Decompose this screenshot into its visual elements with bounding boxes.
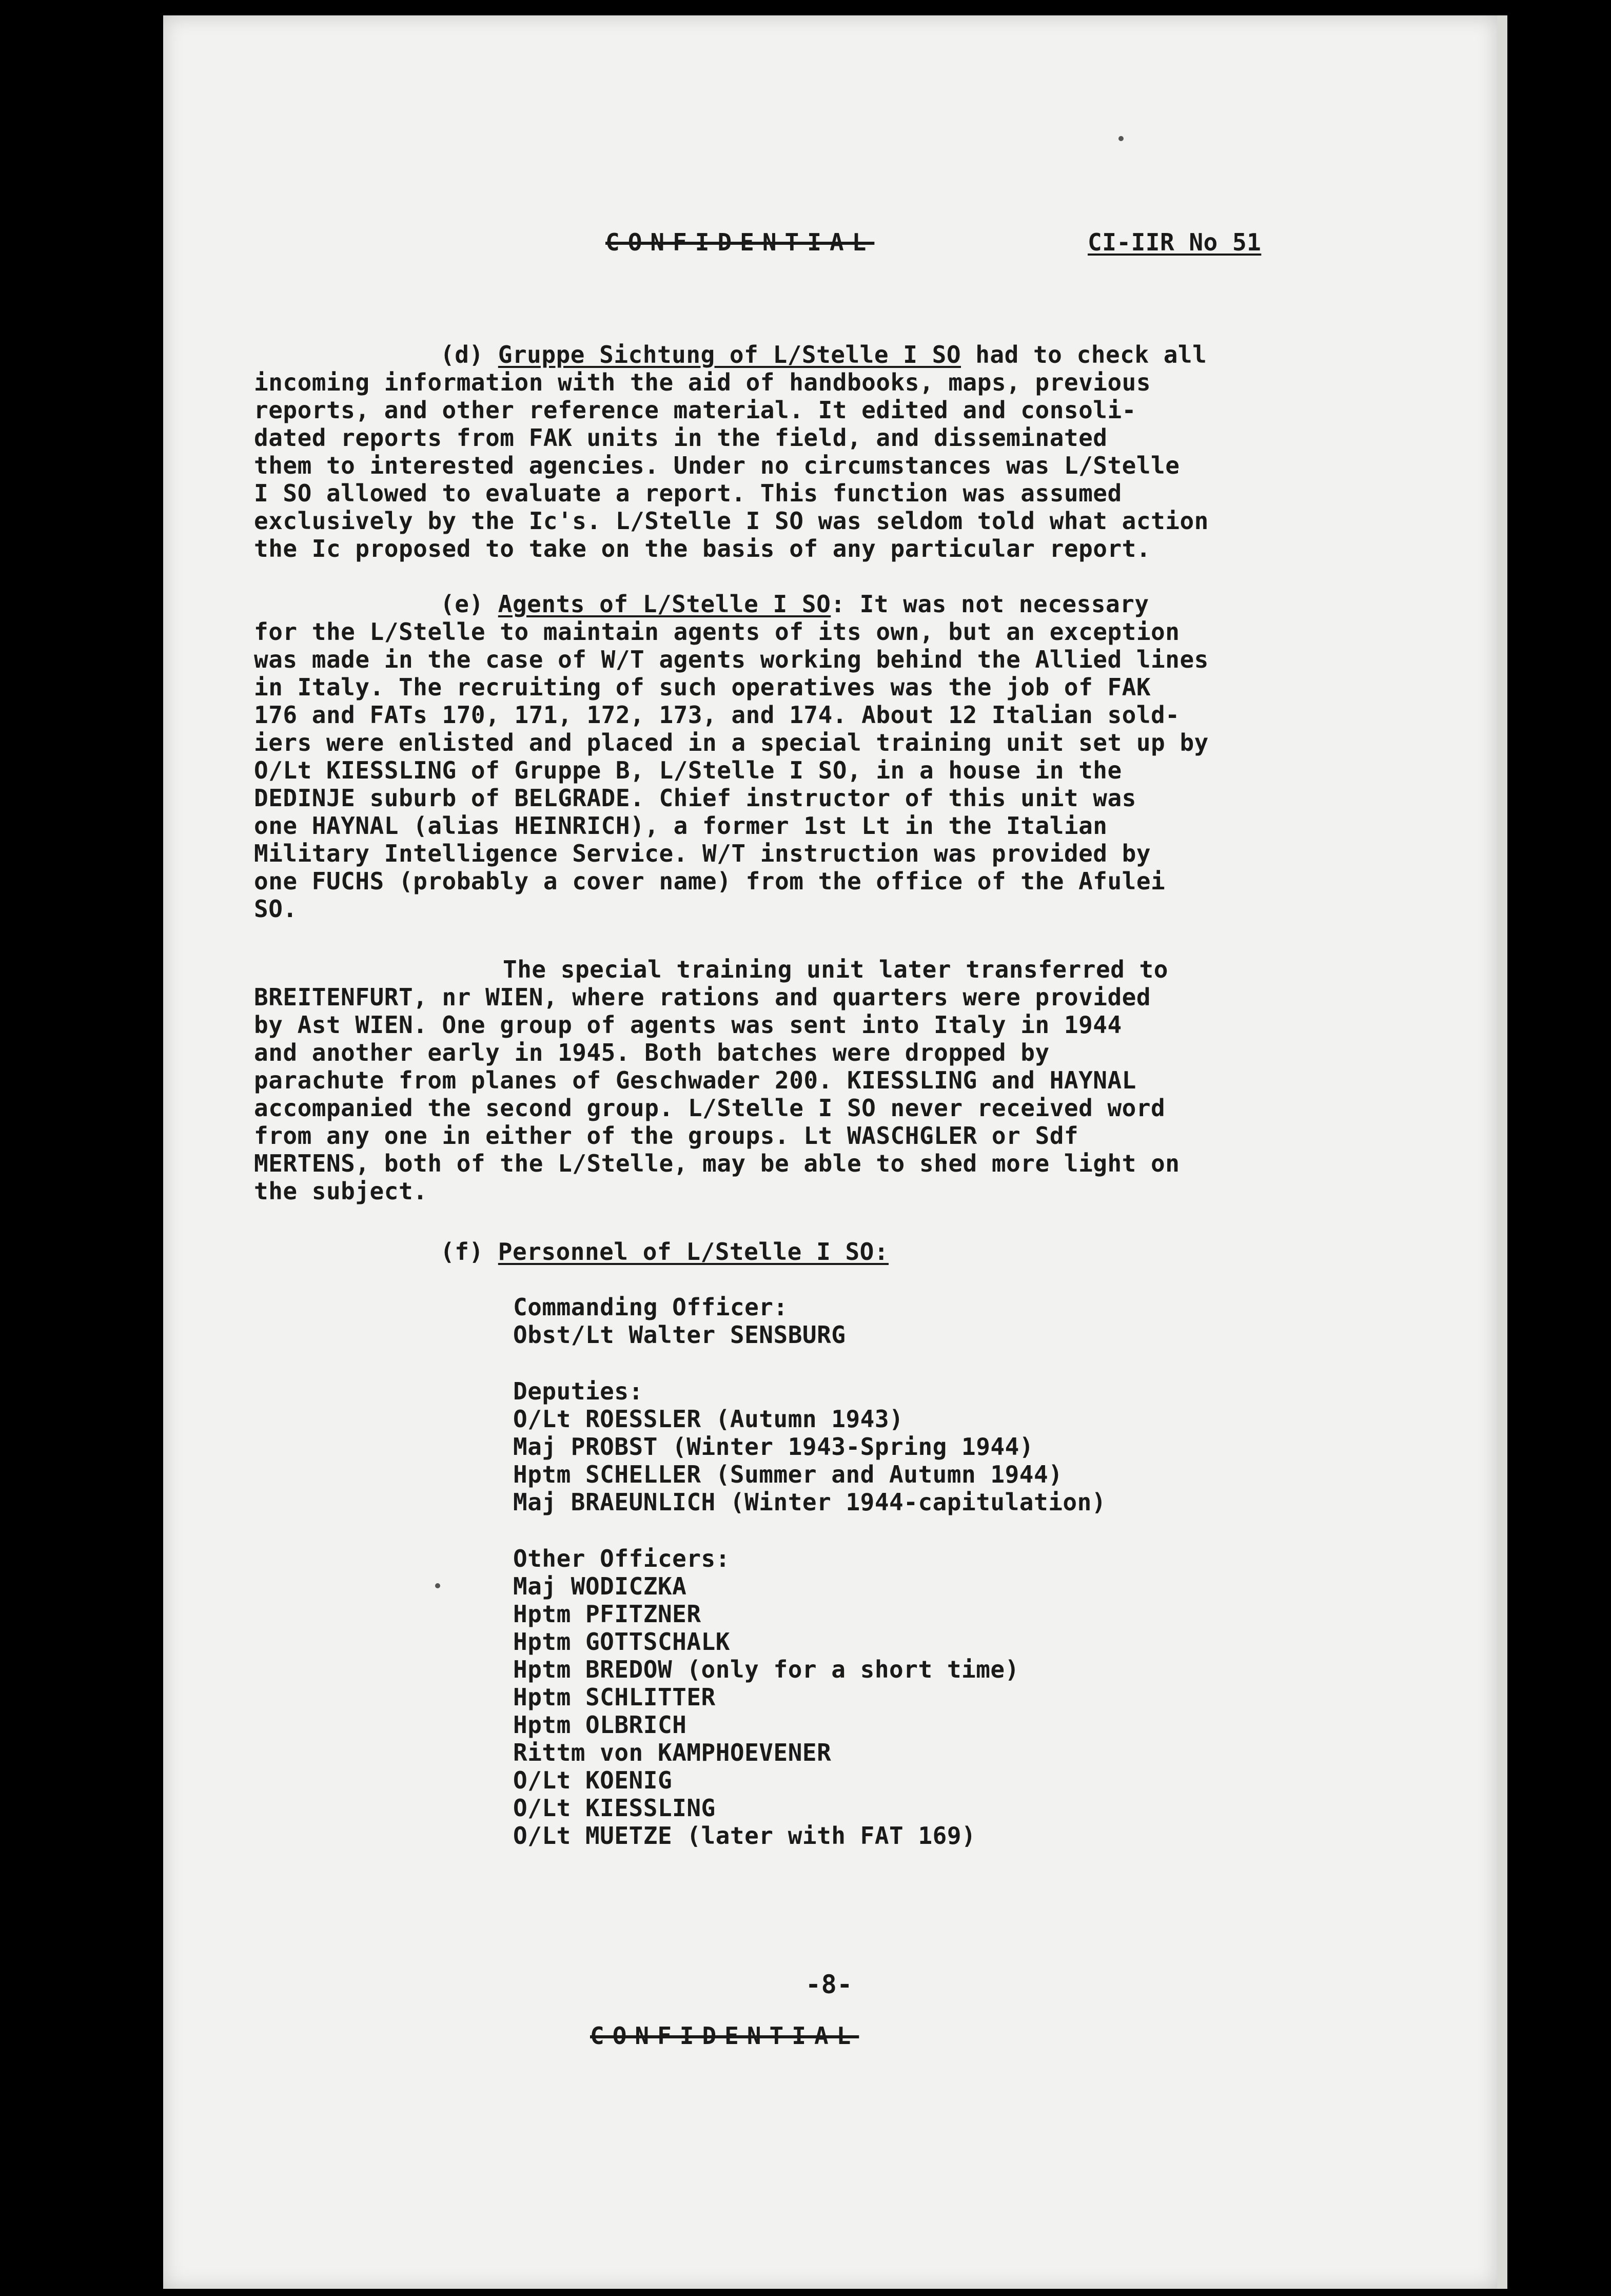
page-number: -8- bbox=[806, 1970, 853, 1999]
training-line: parachute from planes of Geschwader 200. KIESSLING and HAYNAL bbox=[254, 1066, 1136, 1094]
deputies-heading: Deputies: bbox=[513, 1377, 643, 1405]
header-reference: CI-IIR No 51 bbox=[1088, 228, 1262, 256]
officer-item: O/Lt KOENIG bbox=[513, 1766, 673, 1794]
deputy-item: Hptm SCHELLER (Summer and Autumn 1944) bbox=[513, 1461, 1063, 1488]
officer-item: Maj WODICZKA bbox=[513, 1572, 687, 1600]
footer-classification: CONFIDENTIAL bbox=[590, 2022, 859, 2050]
section-e-line: SO. bbox=[254, 895, 298, 923]
section-d-line: incoming information with the aid of handbooks, maps, previous bbox=[254, 368, 1151, 396]
officer-item: Hptm OLBRICH bbox=[513, 1711, 687, 1739]
training-line: from any one in either of the groups. Lt WASCHGLER or Sdf bbox=[254, 1122, 1079, 1150]
officer-item: Hptm SCHLITTER bbox=[513, 1683, 716, 1711]
page-edge bbox=[1497, 15, 1507, 2289]
header-classification: CONFIDENTIAL bbox=[605, 228, 875, 256]
section-d-title: Gruppe Sichtung of L/Stelle I SO bbox=[498, 341, 961, 368]
officer-item: O/Lt MUETZE (later with FAT 169) bbox=[513, 1822, 976, 1850]
training-line: the subject. bbox=[254, 1177, 428, 1205]
section-d-line: reports, and other reference material. It edited and consoli- bbox=[254, 396, 1136, 424]
section-e-line: DEDINJE suburb of BELGRADE. Chief instructor of this unit was bbox=[254, 784, 1136, 812]
training-line: accompanied the second group. L/Stelle I SO never received word bbox=[254, 1094, 1166, 1122]
officer-item: O/Lt KIESSLING bbox=[513, 1794, 716, 1822]
commanding-officer: Obst/Lt Walter SENSBURG bbox=[513, 1321, 846, 1349]
officer-item: Hptm PFITZNER bbox=[513, 1600, 701, 1628]
section-e-title: Agents of L/Stelle I SO bbox=[498, 590, 831, 618]
officer-item: Hptm BREDOW (only for a short time) bbox=[513, 1656, 1019, 1683]
section-d-line: them to interested agencies. Under no circumstances was L/Stelle bbox=[254, 452, 1180, 479]
section-e-line: Military Intelligence Service. W/T instruction was provided by bbox=[254, 840, 1151, 867]
training-line: and another early in 1945. Both batches were dropped by bbox=[254, 1039, 1050, 1066]
section-e-line: for the L/Stelle to maintain agents of its own, but an exception bbox=[254, 618, 1180, 646]
speck bbox=[435, 1583, 440, 1588]
section-e-line: one FUCHS (probably a cover name) from the office of the Afulei bbox=[254, 867, 1166, 895]
deputy-item: O/Lt ROESSLER (Autumn 1943) bbox=[513, 1405, 904, 1433]
officer-item: Hptm GOTTSCHALK bbox=[513, 1628, 730, 1656]
section-e-line: O/Lt KIESSLING of Gruppe B, L/Stelle I SO, in a house in the bbox=[254, 756, 1122, 784]
deputy-item: Maj BRAEUNLICH (Winter 1944-capitulation) bbox=[513, 1488, 1106, 1516]
commanding-officer-heading: Commanding Officer: bbox=[513, 1293, 788, 1321]
training-line: BREITENFURT, nr WIEN, where rations and quarters were provided bbox=[254, 983, 1151, 1011]
section-e-line: 176 and FATs 170, 171, 172, 173, and 174. About 12 Italian sold- bbox=[254, 701, 1180, 729]
section-f-title: Personnel of L/Stelle I SO: bbox=[498, 1238, 889, 1266]
section-e-line: : It was not necessary bbox=[831, 590, 1149, 618]
section-e-line: was made in the case of W/T agents working behind the Allied lines bbox=[254, 646, 1209, 673]
officer-item: Rittm von KAMPHOEVENER bbox=[513, 1739, 832, 1766]
section-f-heading bbox=[440, 1238, 889, 1266]
section-d-line: the Ic proposed to take on the basis of any particular report. bbox=[254, 535, 1151, 562]
section-e-line: in Italy. The recruiting of such operatives was the job of FAK bbox=[254, 673, 1151, 701]
speck bbox=[1118, 136, 1124, 141]
section-d-line: had to check all bbox=[961, 341, 1207, 368]
section-d-first-line bbox=[440, 341, 1207, 368]
section-d-line: I SO allowed to evaluate a report. This function was assumed bbox=[254, 479, 1122, 507]
section-f-label: (f) bbox=[440, 1238, 484, 1266]
training-line: by Ast WIEN. One group of agents was sent into Italy in 1944 bbox=[254, 1011, 1122, 1039]
section-d-line: dated reports from FAK units in the field, and disseminated bbox=[254, 424, 1108, 452]
section-e-label: (e) bbox=[440, 590, 484, 618]
section-e-line: one HAYNAL (alias HEINRICH), a former 1st Lt in the Italian bbox=[254, 812, 1108, 840]
section-e-line: iers were enlisted and placed in a special training unit set up by bbox=[254, 729, 1209, 756]
section-e-first-line bbox=[440, 590, 1149, 618]
training-line: The special training unit later transferred to bbox=[503, 956, 1168, 983]
section-d-line: exclusively by the Ic's. L/Stelle I SO was seldom told what action bbox=[254, 507, 1209, 535]
section-d-label: (d) bbox=[440, 341, 484, 368]
other-officers-heading: Other Officers: bbox=[513, 1545, 730, 1572]
training-line: MERTENS, both of the L/Stelle, may be able to shed more light on bbox=[254, 1150, 1180, 1177]
deputy-item: Maj PROBST (Winter 1943-Spring 1944) bbox=[513, 1433, 1034, 1461]
